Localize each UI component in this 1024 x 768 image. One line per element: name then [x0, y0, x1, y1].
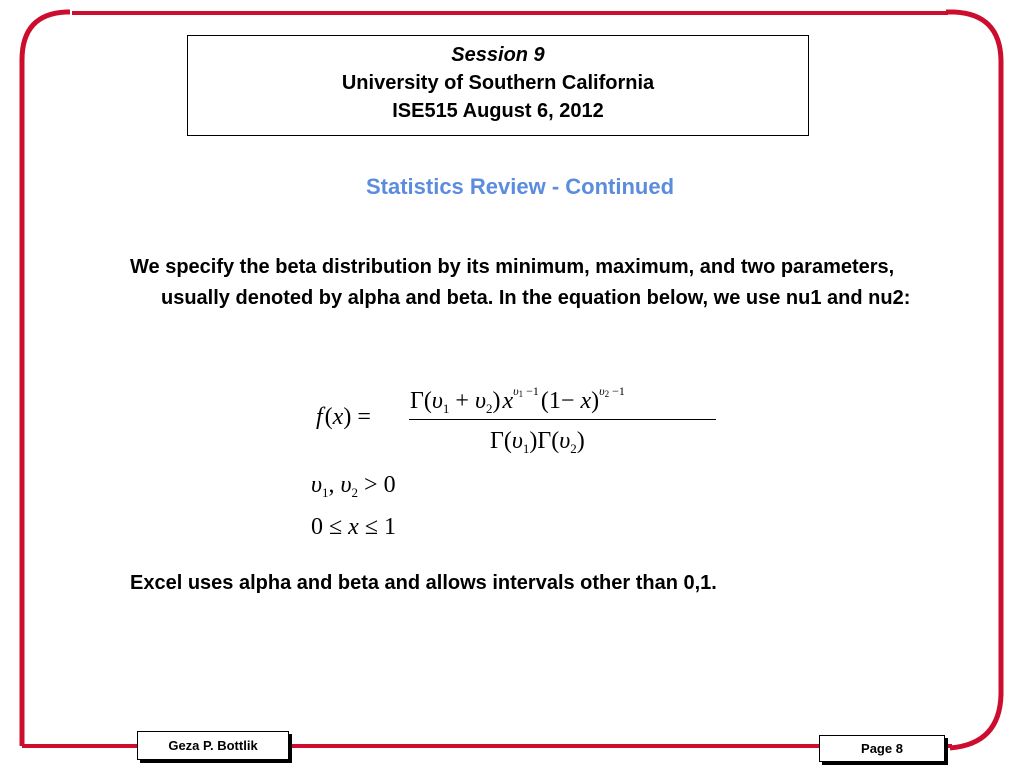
domain-condition: 0 ≤ x ≤ 1	[311, 514, 396, 540]
course-date-label: ISE515 August 6, 2012	[392, 100, 604, 122]
institution-label: University of Southern California	[341, 72, 655, 94]
equation-denominator: $\Gamma(\upsilon_1)\Gamma(\upsilon_2)$	[490, 428, 585, 456]
frame-top-right-corner	[946, 12, 1001, 696]
slide-title: Statistics Review - Continued	[365, 174, 675, 199]
footer-author: Geza P. Bottlik	[137, 731, 289, 760]
frame-top-left-corner	[22, 12, 70, 178]
equation-numerator: $\Gamma(\upsilon_1 + \upsilon_2)$ $x^{\upsilon_1 -1}$ $(1- x)^{\upsilon_2 -1}$	[410, 384, 625, 416]
equation-lhs: f (x) =	[316, 404, 371, 430]
fraction-bar	[409, 419, 716, 420]
session-label: Session 9	[451, 44, 545, 66]
footer-page-number: Page 8	[819, 735, 945, 762]
header-box	[187, 35, 809, 136]
parameter-condition: $\upsilon_1$, $\upsilon_2 > 0$	[311, 472, 396, 500]
frame-bottom-right-corner	[950, 694, 1001, 748]
intro-paragraph: We specify the beta distribution by its minimum, maximum, and two parameters, usually denoted by alpha and beta. In the equation below, we use nu1 and nu2:	[130, 256, 911, 309]
excel-note: Excel uses alpha and beta and allows intervals other than 0,1.	[130, 572, 717, 594]
